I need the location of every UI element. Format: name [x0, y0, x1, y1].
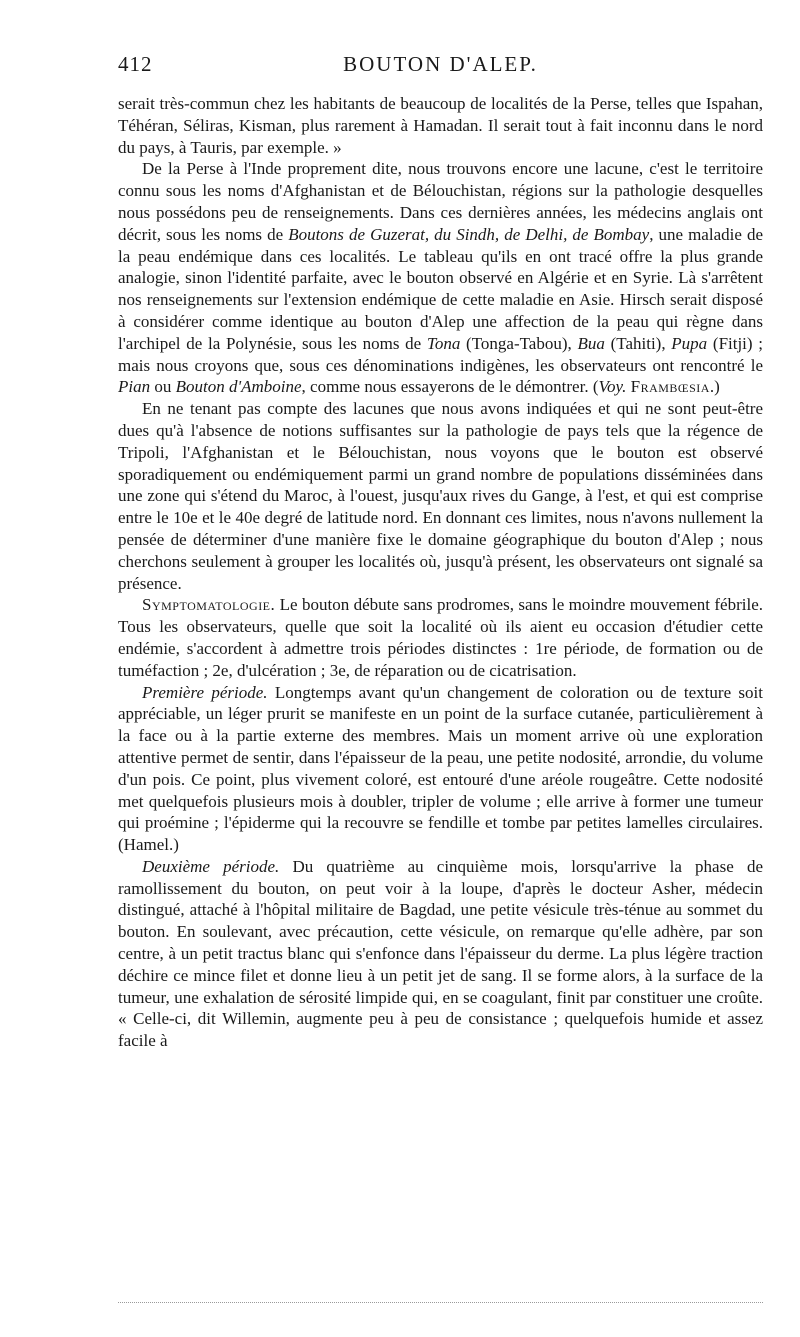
italic-text: Pian [118, 377, 151, 397]
italic-text: Première période. [142, 682, 268, 702]
page-number: 412 [118, 52, 153, 76]
small-caps-text: Symptomatologie. [142, 595, 276, 615]
text-run: Du quatrième au cinquième mois, lorsqu'arrive la phase de ramollissement du bouton, on peut voir à la loupe, d'après le docteur Asher, médecin distingué, attaché à l'hôpital militaire de Bagdad, une petite vésicule très-ténue au sommet du bouton. En soulevant, avec précaution, cette vésicule, on remarque qu'elle adhère, par son centre, à un petit tractus blanc qui s'enfonce dans l'épaisseur du derme. La plus légère traction déchire ce mince filet et donne lieu à un petit jet de sang. Il se forme alors, à la surface de la tumeur, une exhalation de sérosité limpide qui, en se coagulant, finit par constituer une croûte. « Celle-ci, dit Willemin, augmente peu à peu de consistance ; quelquefois humide et assez facile à [118, 856, 763, 1051]
italic-text: Voy. [598, 377, 627, 397]
text-run: , comme nous essayerons de le démontrer. ( [301, 377, 599, 397]
paragraph [118, 158, 763, 398]
text-run: (Tonga-Tabou), [460, 333, 578, 353]
text-run: ou [150, 377, 176, 397]
page-header [118, 52, 763, 82]
paragraph [118, 682, 763, 856]
text-run: , une maladie de la peau endémique dans ces localités. Le tableau qu'ils en ont tracé offre la plus grande analogie, sinon l'identité parfaite, avec le bouton observé en Algérie et en Syrie. Là s'arrêtent nos renseignements sur l'extension endémique de cette maladie en Asie. Hirsch serait disposé à considérer comme identique au bouton d'Alep une affection de la peau qui règne dans l'archipel de la Polynésie, sous les noms de [118, 224, 763, 353]
italic-text: Pupa [671, 333, 708, 353]
paragraph [118, 856, 763, 1052]
paragraph [118, 594, 763, 681]
text-run: De la Perse à l'Inde proprement dite, nous trouvons encore une lacune, c'est le territoire connu sous les noms d'Afghanistan et de Bélouchistan, régions sur la pathologie desquelles nous possédons peu de renseignements. Dans ces dernières années, les médecins anglais ont décrit, sous les noms de [118, 159, 763, 244]
text-run: (Tahiti), [604, 333, 672, 353]
italic-text: Bouton d'Amboine [175, 377, 302, 397]
text-run: serait très-commun chez les habitants de beaucoup de localités de la Perse, telles que Ispahan, Téhéran, Séliras, Kisman, plus rarement à Hamadan. Il serait tout à fait inconnu dans le nord du pays, à Tauris, par exemple. » [118, 94, 763, 157]
bottom-dotted-rule [118, 1302, 763, 1303]
text-run: Longtemps avant qu'un changement de coloration ou de texture soit appréciable, un léger prurit se manifeste en un point de la surface cutanée, particulièrement à la face ou à la partie externe des membres. Mais un moment arrive où une exploration attentive permet de sentir, dans l'épaisseur de la peau, une petite nodosité, arrondie, du volume d'un pois. Ce point, plus vivement coloré, est entouré d'une aréole rougeâtre. Cette nodosité met quelquefois plusieurs mois à doubler, tripler de volume ; elle arrive à former une tumeur qui proémine ; l'épiderme qui la recouvre se fendille et tombe par petites lamelles circulaires. (Hamel.) [118, 682, 763, 855]
italic-text: Bua [577, 333, 605, 353]
text-run: En ne tenant pas compte des lacunes que nous avons indiquées et qui ne sont peut-être dues qu'à l'absence de notions suffisantes sur la pathologie de pays tels que la régence de Tripoli, l'Afghanistan et le Bélouchistan, nous voyons que le bouton est observé sporadiquement ou endémiquement parmi un grand nombre de populations disséminées dans une zone qui s'étend du Maroc, à l'ouest, jusqu'aux rives du Gange, à l'est, et qui est comprise entre le 10e et le 40e degré de latitude nord. En donnant ces limites, nous n'avons nullement la pensée de déterminer d'une manière fixe le domaine géographique du bouton d'Alep ; nous cherchons seulement à grouper les localités où, jusqu'à présent, les observateurs ont signalé sa présence. [118, 399, 763, 593]
small-caps-text: Frambœsia [630, 377, 710, 397]
paragraph [118, 398, 763, 594]
italic-text: Tona [426, 333, 461, 353]
body-text [118, 93, 763, 1052]
italic-text: Boutons de Guzerat, du Sindh, de Delhi, de Bombay [288, 224, 650, 244]
running-title: BOUTON D'ALEP. [343, 52, 538, 76]
paragraph [118, 93, 763, 158]
text-run: Le bouton débute sans prodromes, sans le moindre mouvement fébrile. Tous les observateurs, quelle que soit la localité où ils aient eu occasion d'étudier cette endémie, s'accordent à admettre trois périodes distinctes : 1re période, de formation ou de tuméfaction ; 2e, d'ulcération ; 3e, de réparation ou de cicatrisation. [118, 595, 763, 680]
text-run: .) [709, 377, 720, 397]
text-run: (Fitji) ; mais nous croyons que, sous ces dénominations indigènes, les observateurs ont rencontré le [118, 333, 764, 375]
italic-text: Deuxième période. [142, 856, 280, 876]
